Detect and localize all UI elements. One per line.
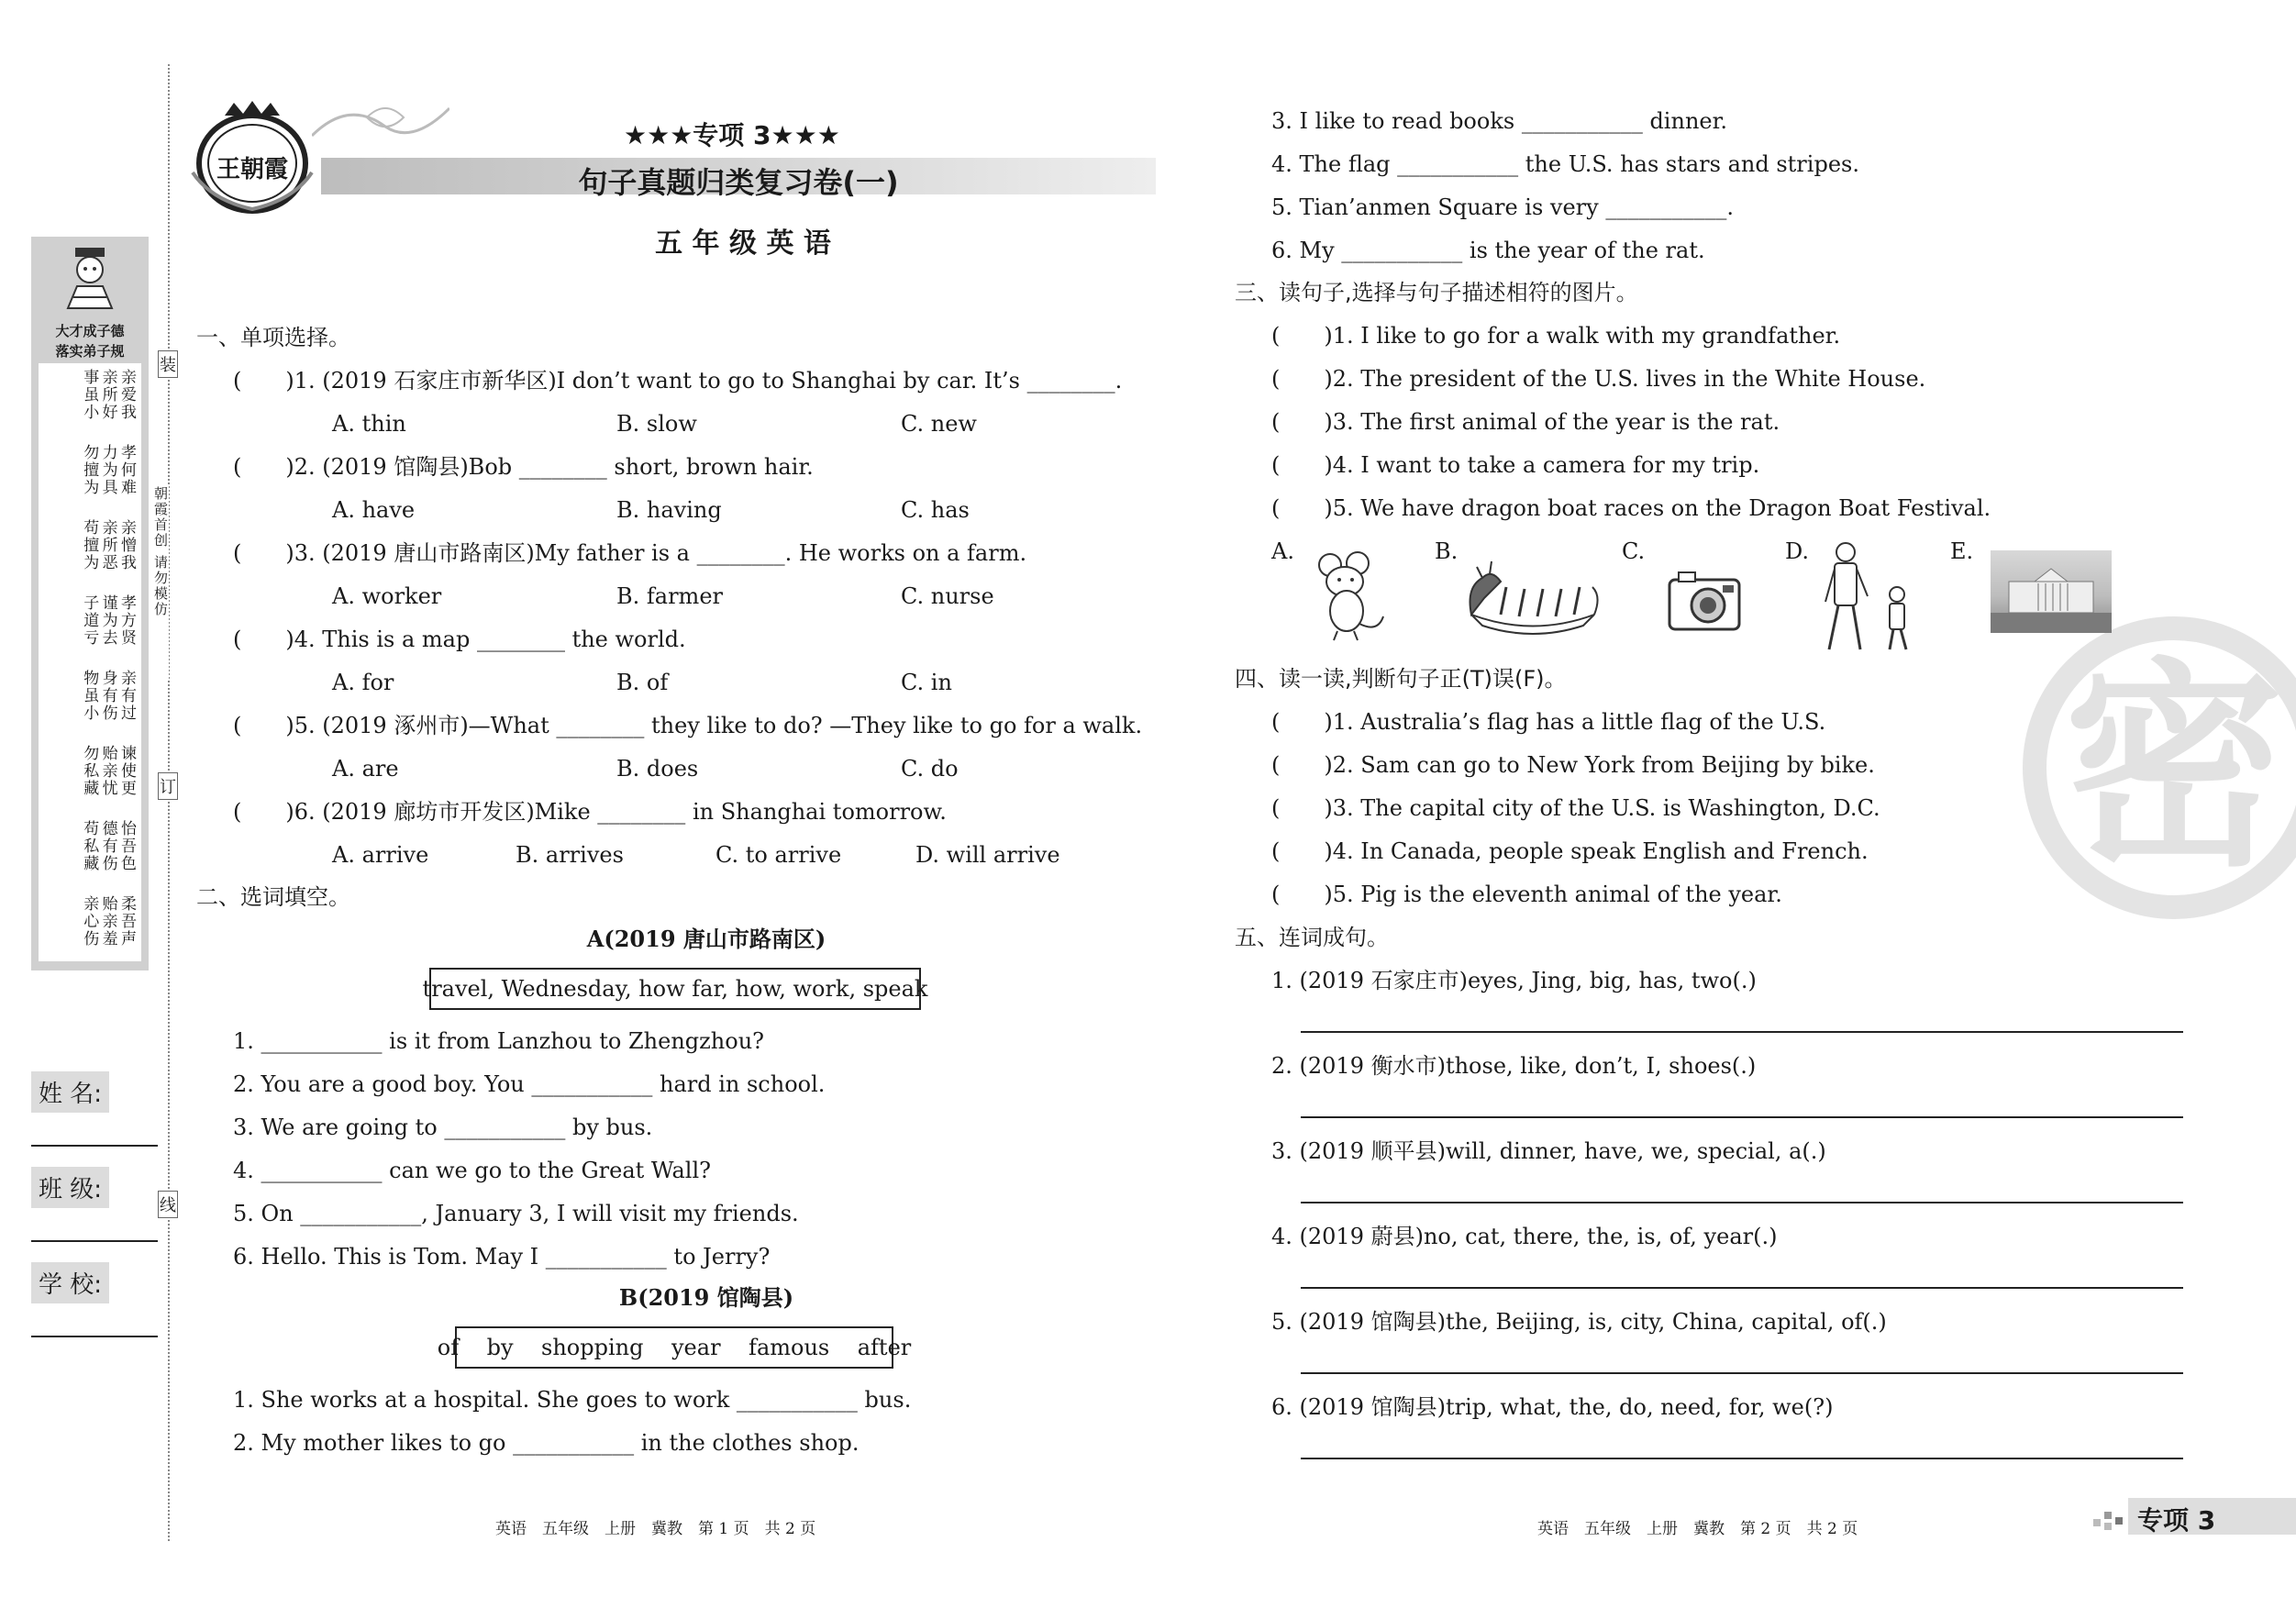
school-label: 学 校: <box>31 1262 109 1303</box>
corner-tab-label: 专项 3 <box>2137 1505 2216 1536</box>
p3-item-5: ( )5. We have dragon boat races on the Dragon Boat Festival. <box>1271 495 1991 521</box>
p1-q2-stem: ( )2. (2019 馆陶县)Bob ________ short, brown hair. <box>233 454 814 480</box>
part1-heading: 一、单项选择。 <box>196 325 350 350</box>
p5-item-5: 5. (2019 馆陶县)the, Beijing, is, city, China, capital, of(.) <box>1271 1309 1887 1335</box>
p1-q4-opt-b[interactable]: B. of <box>616 670 669 695</box>
p1-q5-opt-b[interactable]: B. does <box>616 756 699 782</box>
p2-groupB-word-box: of by shopping year famous after <box>455 1326 893 1369</box>
p2-groupA-word-box: travel, Wednesday, how far, how, work, speak <box>429 968 921 1010</box>
p4-item-3: ( )3. The capital city of the U.S. is Washington, D.C. <box>1271 795 1880 821</box>
binding-mark-zhuang: 装 <box>158 350 178 378</box>
p1-q3-opt-c[interactable]: C. nurse <box>901 583 994 609</box>
p2-groupB-title: B(2019 馆陶县) <box>618 1284 794 1311</box>
p4-item-5: ( )5. Pig is the eleventh animal of the year. <box>1271 882 1782 907</box>
p1-q4-opt-a[interactable]: A. for <box>332 670 394 695</box>
copyright-note: 朝霞首创 请勿模仿 <box>152 486 169 679</box>
p2-A-item-2: 2. You are a good boy. You ___________ hard in school. <box>233 1071 826 1097</box>
p1-q1-stem: ( )1. (2019 石家庄市新华区)I don’t want to go to Shanghai by car. It’s ________. <box>233 368 1123 394</box>
p1-q4-opt-c[interactable]: C. in <box>901 670 952 695</box>
p5-item-2: 2. (2019 衡水市)those, like, don’t, I, shoes(.) <box>1271 1053 1757 1079</box>
logo-text: 王朝霞 <box>216 156 288 183</box>
series-label: ★★★专项 3★★★ <box>624 120 840 150</box>
class-field-line[interactable] <box>31 1240 158 1242</box>
p2-A-item-3: 3. We are going to ___________ by bus. <box>233 1115 653 1140</box>
p2-B-item-5: 5. Tian’anmen Square is very ___________. <box>1271 194 1734 220</box>
pic-letter-d: D. <box>1785 538 1810 564</box>
p2-A-item-1: 1. ___________ is it from Lanzhou to Zhengzhou? <box>233 1028 765 1054</box>
pic-letter-e: E. <box>1950 538 1974 564</box>
p1-q6-opt-a[interactable]: A. arrive <box>332 842 429 868</box>
p1-q2-opt-b[interactable]: B. having <box>616 497 722 523</box>
page-subtitle: 五 年 级 英 语 <box>655 227 831 260</box>
p1-q1-opt-a[interactable]: A. thin <box>332 411 406 437</box>
part2-heading: 二、选词填空。 <box>196 884 350 910</box>
p1-q1-opt-b[interactable]: B. slow <box>616 411 697 437</box>
verse-4: 孝方贤 谨为去 子道亏 <box>80 594 136 647</box>
corner-tab-squares-icon <box>2091 1504 2132 1532</box>
p1-q6-opt-b[interactable]: B. arrives <box>516 842 624 868</box>
p1-q1-opt-c[interactable]: C. new <box>901 411 977 437</box>
p5-answer-line-1[interactable] <box>1301 1031 2183 1033</box>
p1-q5-stem: ( )5. (2019 涿州市)—What ________ they like to do? —They like to go for a walk. <box>233 713 1143 738</box>
p2-B-item-4: 4. The flag ___________ the U.S. has stars and stripes. <box>1271 151 1859 177</box>
page-title: 句子真题归类复习卷(一) <box>578 165 899 200</box>
rat-icon <box>1314 550 1387 642</box>
grandfather-child-walk-icon <box>1820 541 1921 655</box>
verse-8: 柔吾声 贻亲羞 亲心伤 <box>80 895 136 948</box>
footer-left: 英语 五年级 上册 冀教 第 1 页 共 2 页 <box>495 1520 816 1538</box>
p1-q3-opt-a[interactable]: A. worker <box>332 583 442 609</box>
p1-q5-opt-a[interactable]: A. are <box>332 756 399 782</box>
class-label: 班 级: <box>31 1167 109 1208</box>
scholar-cartoon-icon <box>55 244 125 310</box>
p3-item-2: ( )2. The president of the U.S. lives in the White House. <box>1271 366 1926 392</box>
p1-q4-stem: ( )4. This is a map ________ the world. <box>233 627 686 652</box>
p5-answer-line-2[interactable] <box>1301 1116 2183 1118</box>
white-house-photo <box>1991 550 2112 633</box>
motto-title-1: 大才成子德 <box>55 323 125 339</box>
p5-answer-line-3[interactable] <box>1301 1202 2183 1203</box>
motto-verse-box <box>39 363 141 961</box>
verse-1: 亲爱我 亲所好 事虽小 <box>80 369 136 421</box>
p3-item-3: ( )3. The first animal of the year is the rat. <box>1271 409 1780 435</box>
p3-item-1: ( )1. I like to go for a walk with my grandfather. <box>1271 323 1841 349</box>
p2-groupA-title: A(2019 唐山市路南区) <box>586 926 826 952</box>
p1-q3-stem: ( )3. (2019 唐山市路南区)My father is a ________. He works on a farm. <box>233 540 1027 566</box>
verse-3: 亲憎我 亲所恶 苟擅为 <box>80 519 136 571</box>
pic-letter-b: B. <box>1435 538 1459 564</box>
p1-q6-opt-d[interactable]: D. will arrive <box>915 842 1060 868</box>
camera-icon <box>1666 567 1743 633</box>
p3-item-4: ( )4. I want to take a camera for my trip. <box>1271 452 1760 478</box>
verse-7: 怡吾色 德有伤 苟私藏 <box>80 820 136 872</box>
p5-answer-line-6[interactable] <box>1301 1458 2183 1459</box>
p5-answer-line-4[interactable] <box>1301 1287 2183 1289</box>
p4-item-2: ( )2. Sam can go to New York from Beijing by bike. <box>1271 752 1875 778</box>
verse-5: 亲有过 身有伤 物虽小 <box>80 670 136 722</box>
watermark-seal <box>2023 616 2296 919</box>
p2-B-item-1: 1. She works at a hospital. She goes to work ___________ bus. <box>233 1387 912 1413</box>
part5-heading: 五、连词成句。 <box>1235 925 1389 950</box>
dragon-boat-icon <box>1464 550 1602 642</box>
p2-B-item-3: 3. I like to read books ___________ dinner. <box>1271 108 1728 134</box>
p5-item-4: 4. (2019 蔚县)no, cat, there, the, is, of, year(.) <box>1271 1224 1778 1249</box>
binding-dashed-line <box>168 64 170 1541</box>
p2-A-item-5: 5. On ___________, January 3, I will visit my friends. <box>233 1201 799 1226</box>
motto-title-2: 落实弟子规 <box>55 343 125 360</box>
pic-letter-a: A. <box>1271 538 1294 564</box>
p1-q2-opt-c[interactable]: C. has <box>901 497 970 523</box>
p2-B-item-6: 6. My ___________ is the year of the rat. <box>1271 238 1705 263</box>
p1-q6-opt-c[interactable]: C. to arrive <box>715 842 842 868</box>
p1-q2-opt-a[interactable]: A. have <box>332 497 416 523</box>
name-label: 姓 名: <box>31 1071 109 1113</box>
verse-6: 谏使更 贻亲忧 勿私藏 <box>80 745 136 797</box>
sidebar-motto-panel <box>31 237 149 970</box>
p2-A-item-4: 4. ___________ can we go to the Great Wall? <box>233 1158 712 1183</box>
p4-item-1: ( )1. Australia’s flag has a little flag of the U.S. <box>1271 709 1826 735</box>
p5-item-1: 1. (2019 石家庄市)eyes, Jing, big, has, two(.) <box>1271 968 1757 993</box>
part4-heading: 四、读一读,判断句子正(T)误(F)。 <box>1235 666 1567 692</box>
p1-q5-opt-c[interactable]: C. do <box>901 756 959 782</box>
binding-mark-ding: 订 <box>158 772 178 800</box>
p1-q3-opt-b[interactable]: B. farmer <box>616 583 723 609</box>
name-field-line[interactable] <box>31 1145 158 1147</box>
p5-answer-line-5[interactable] <box>1301 1372 2183 1374</box>
part3-heading: 三、读句子,选择与句子描述相符的图片。 <box>1235 280 1638 305</box>
binding-mark-xian: 线 <box>158 1191 178 1218</box>
p5-item-3: 3. (2019 顺平县)will, dinner, have, we, special, a(.) <box>1271 1138 1826 1164</box>
p2-A-item-6: 6. Hello. This is Tom. May I ___________ to Jerry? <box>233 1244 771 1270</box>
p4-item-4: ( )4. In Canada, people speak English and French. <box>1271 838 1869 864</box>
header-ribbon-icon <box>312 99 449 154</box>
watermark-text: 密 <box>2063 639 2284 896</box>
p2-B-item-2: 2. My mother likes to go ___________ in the clothes shop. <box>233 1430 860 1456</box>
verse-2: 孝何难 力为具 勿擅为 <box>80 444 136 496</box>
p1-q6-stem: ( )6. (2019 廊坊市开发区)Mike ________ in Shanghai tomorrow. <box>233 799 947 825</box>
school-field-line[interactable] <box>31 1336 158 1337</box>
footer-right: 英语 五年级 上册 冀教 第 2 页 共 2 页 <box>1537 1520 1858 1538</box>
p5-item-6: 6. (2019 馆陶县)trip, what, the, do, need, for, we(?) <box>1271 1394 1834 1420</box>
pic-letter-c: C. <box>1622 538 1646 564</box>
